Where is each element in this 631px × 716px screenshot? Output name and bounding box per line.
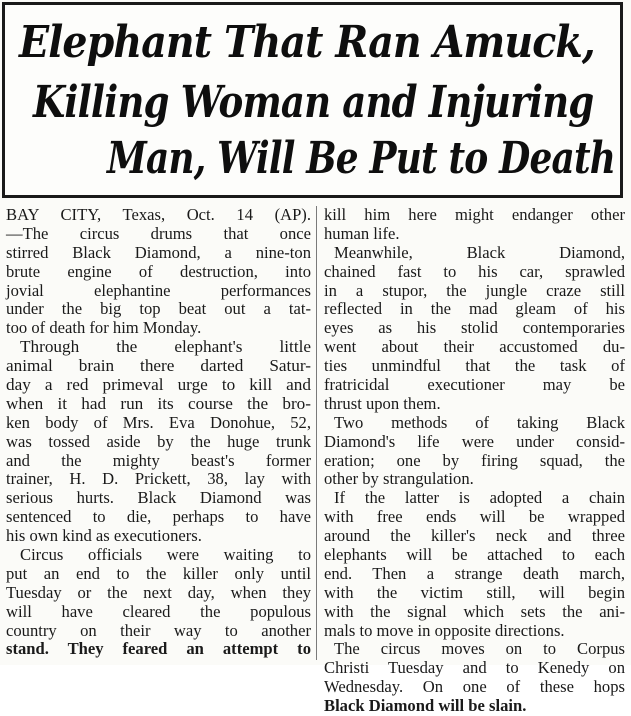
text-line: his own kind as executioners.: [6, 526, 202, 546]
text-line: will have cleared the populous: [6, 601, 311, 621]
text-line: mals to move in opposite directions.: [324, 620, 565, 640]
text-line: was tossed aside by the huge trunk: [6, 431, 311, 451]
text-line: The circus moves on to Corpus: [334, 639, 625, 659]
headline-line-3: Man, Will Be Put to Death: [107, 133, 616, 184]
text-line: in a stupor, the jungle craze still: [324, 280, 625, 300]
text-line: stirred Black Diamond, a nine-ton: [6, 242, 311, 262]
text-line: stand. They feared an attempt to: [6, 639, 311, 659]
text-line: reflected in the mad gleam of his: [324, 299, 625, 319]
text-line: If the latter is adopted a chain: [334, 488, 625, 508]
text-line: Through the elephant's little: [20, 337, 311, 357]
text-line: Tuesday or the next day, when they: [6, 582, 311, 602]
text-line: Two methods of taking Black: [334, 412, 625, 432]
text-line: BAY CITY, Texas, Oct. 14 (AP).: [6, 205, 311, 224]
text-line: put an end to the killer only until: [6, 563, 311, 583]
text-line: sentenced to die, perhaps to have: [6, 507, 311, 527]
text-line: other by strangulation.: [324, 469, 474, 489]
text-line: with the signal which sets the ani-: [324, 601, 625, 621]
text-line: end. Then a strange death march,: [324, 563, 625, 583]
text-line: Meanwhile, Black Diamond,: [334, 242, 625, 262]
text-line: eration; one by firing squad, the: [324, 450, 625, 470]
headline-line-2: Killing Woman and Injuring: [33, 77, 594, 128]
text-line: eyes as his stolid contemporaries: [324, 318, 625, 338]
text-line: elephants will be attached to each: [324, 545, 625, 565]
text-line: Black Diamond will be slain.: [324, 696, 527, 716]
text-line: ties unmindful that the task of: [324, 356, 625, 376]
text-line: serious hurts. Black Diamond was: [6, 488, 311, 508]
text-line: ken body of Mrs. Eva Donohue, 52,: [6, 412, 311, 432]
article-column-left: [6, 206, 311, 659]
text-line: trainer, H. D. Prickett, 38, lay with: [6, 469, 311, 489]
text-line: and the mighty beast's former: [6, 450, 311, 470]
text-line: Circus officials were waiting to: [20, 545, 311, 565]
text-line: went about their accustomed du-: [324, 337, 625, 357]
text-line: under the big top beat out a tat-: [6, 299, 311, 319]
headline-box: [2, 2, 623, 198]
text-line: chained fast to his car, sprawled: [324, 261, 625, 281]
text-line: thrust upon them.: [324, 393, 441, 413]
headline-line-1: Elephant That Ran Amuck,: [19, 17, 595, 68]
text-line: Wednesday. On one of these hops: [324, 677, 625, 697]
text-line: when it had run its course the bro-: [6, 393, 311, 413]
text-line: with the victim still, will begin: [324, 582, 625, 602]
text-line: fratricidal executioner may be: [324, 375, 625, 395]
text-line: kill him here might endanger other: [324, 205, 625, 224]
text-line: Diamond's life were under consid-: [324, 431, 625, 451]
text-line: animal brain there darted Satur-: [6, 356, 311, 376]
text-line: Christi Tuesday and to Kenedy on: [324, 658, 625, 678]
text-line: around the killer's neck and three: [324, 526, 625, 546]
column-divider: [316, 206, 317, 660]
article-column-right: [324, 206, 625, 716]
text-line: day a red primeval urge to kill and: [6, 375, 311, 395]
text-line: human life.: [324, 223, 400, 243]
text-line: jovial elephantine performances: [6, 280, 311, 300]
text-line: with free ends will be wrapped: [324, 507, 625, 527]
text-line: —The circus drums that once: [6, 223, 311, 243]
text-line: country on their way to another: [6, 620, 311, 640]
text-line: brute engine of destruction, into: [6, 261, 311, 281]
text-line: too of death for him Monday.: [6, 318, 202, 338]
